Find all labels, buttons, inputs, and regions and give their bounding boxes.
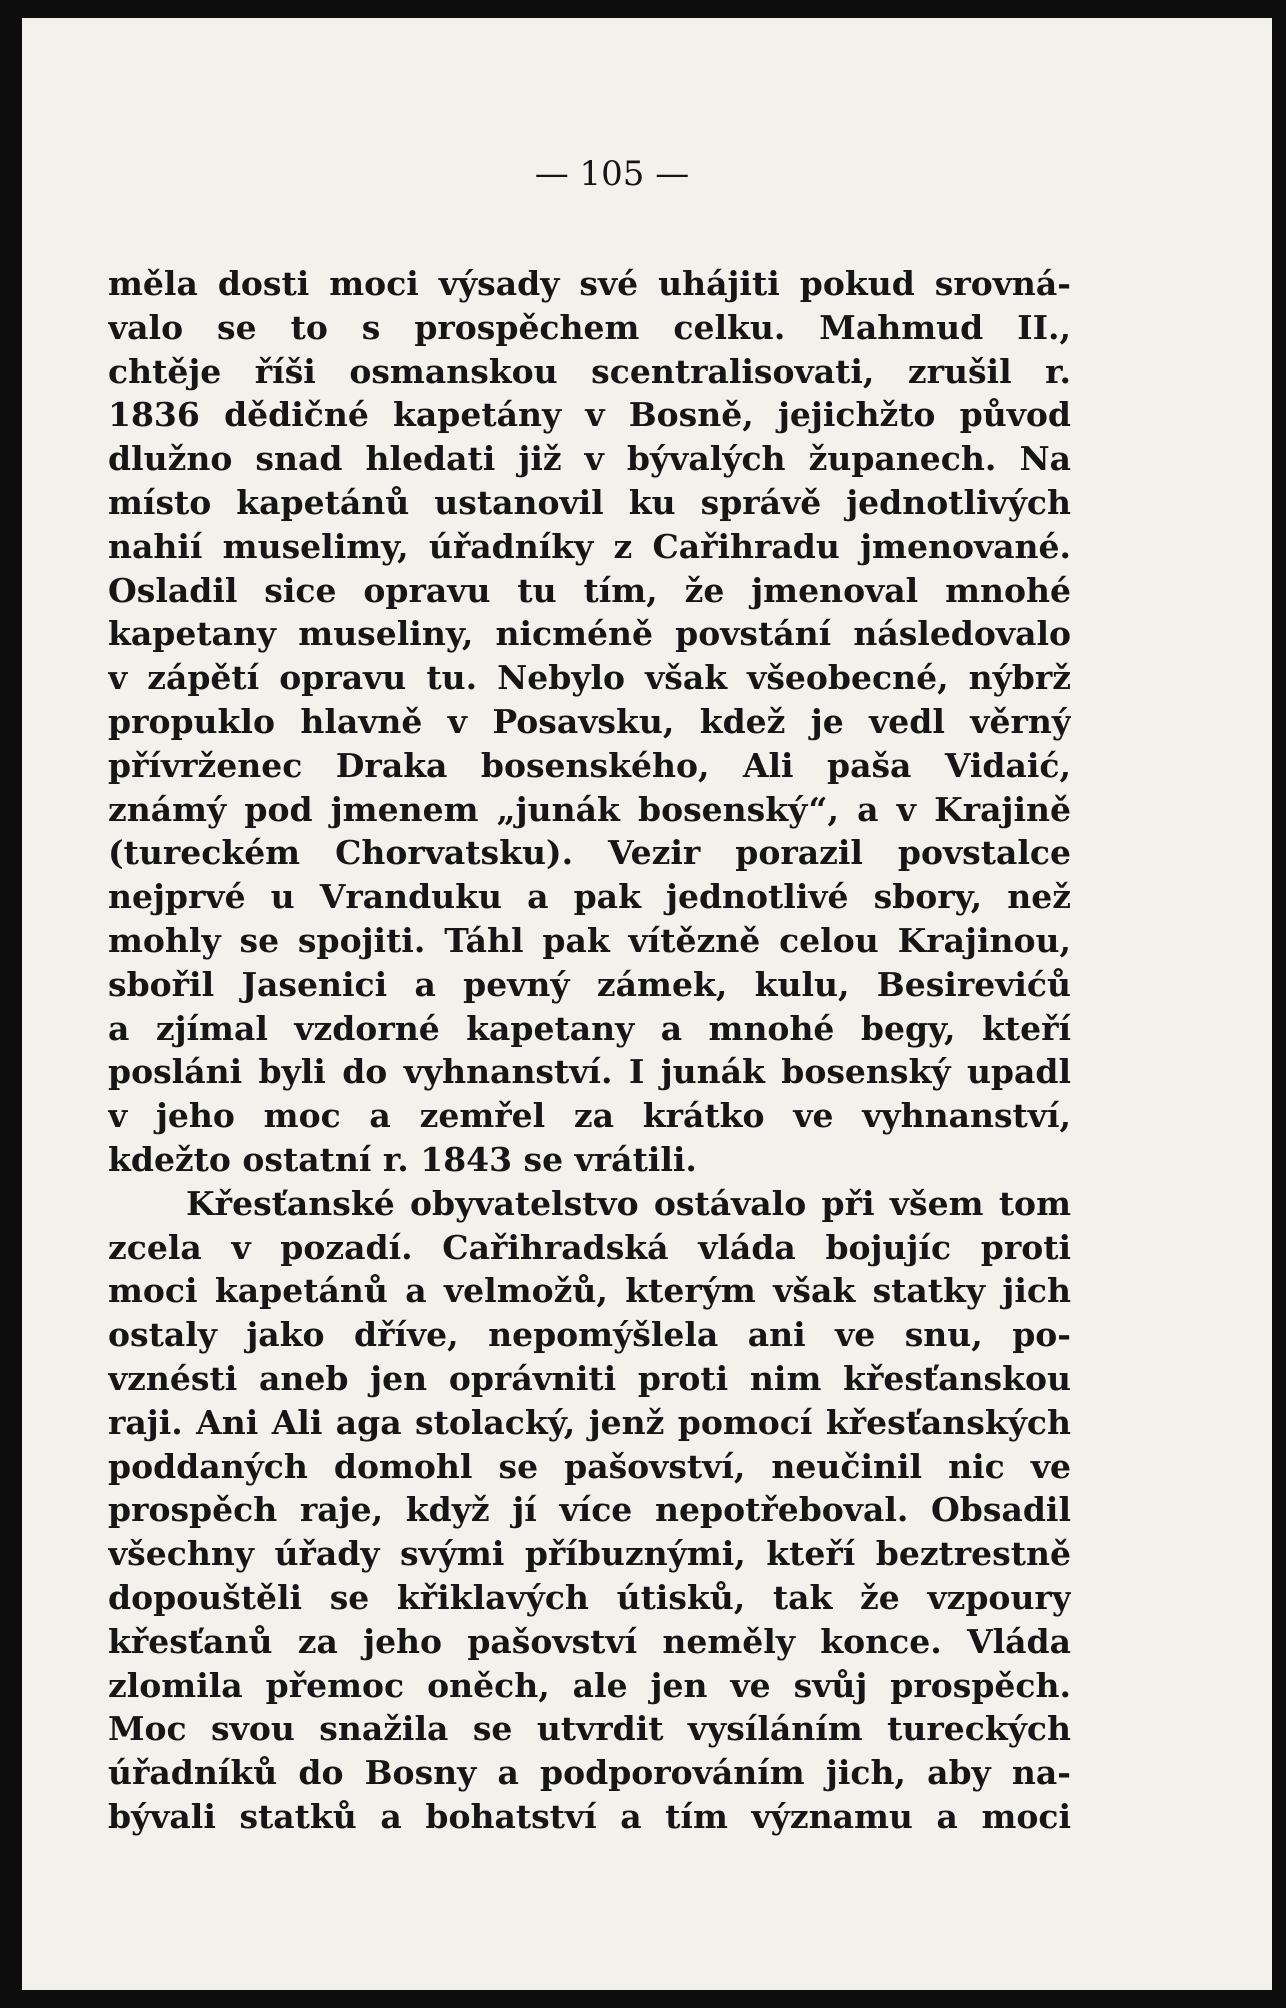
text-line: Osladil sice opravu tu tím, že jmenoval mnohé: [108, 570, 1071, 610]
text-line: nahií muselimy, úřadníky z Cařihradu jmenované.: [108, 526, 1071, 566]
text-line: (tureckém Chorvatsku). Vezir porazil povstalce: [108, 833, 1071, 873]
text-line: v jeho moc a zemřel za krátko ve vyhnanství,: [108, 1096, 1071, 1136]
text-line: prospěch raje, když jí více nepotřeboval. Obsadil: [108, 1490, 1071, 1530]
text-line: bývali statků a bohatství a tím významu a moci: [108, 1796, 1071, 1836]
book-page: [22, 18, 1272, 1990]
text-line: valo se to s prospěchem celku. Mahmud II.,: [108, 307, 1071, 347]
text-line: zcela v pozadí. Cařihradská vláda bojujíc proti: [108, 1227, 1071, 1267]
paragraph: [108, 1182, 1071, 1839]
text-line: sbořil Jasenici a pevný zámek, kulu, Besirevićů: [108, 964, 1071, 1004]
text-line: a zjímal vzdorné kapetany a mnohé begy, kteří: [108, 1008, 1071, 1048]
text-line: měla dosti moci výsady své uhájiti pokud srovná-: [108, 264, 1071, 303]
body-text: [108, 262, 1071, 1839]
paragraph: [108, 262, 1071, 1182]
text-line: místo kapetánů ustanovil ku správě jednotlivých: [108, 482, 1071, 522]
text-line: ostaly jako dříve, nepomýšlela ani ve snu, po-: [108, 1315, 1071, 1355]
text-line: propuklo hlavně v Posavsku, kdež je vedl věrný: [108, 701, 1071, 741]
text-line: posláni byli do vyhnanství. I junák bosenský upadl: [108, 1052, 1071, 1092]
text-line: Křesťanské obyvatelstvo ostávalo při všem tom: [186, 1183, 1071, 1223]
page-number: — 105 —: [534, 154, 690, 194]
text-line: úřadníků do Bosny a podporováním jich, aby na-: [108, 1753, 1071, 1793]
text-line: známý pod jmenem „junák bosenský“, a v Krajině: [108, 789, 1071, 829]
text-line: 1836 dědičné kapetány v Bosně, jejichžto původ: [108, 395, 1071, 435]
text-line: zlomila přemoc oněch, ale jen ve svůj prospěch.: [108, 1665, 1071, 1705]
text-line: kdežto ostatní r. 1843 se vrátili.: [108, 1139, 697, 1179]
text-line: vznésti aneb jen oprávniti proti nim křesťanskou: [108, 1358, 1071, 1398]
text-line: přívrženec Draka bosenského, Ali paša Vidaić,: [108, 745, 1071, 785]
text-line: moci kapetánů a velmožů, kterým však statky jich: [108, 1271, 1071, 1311]
text-line: křesťanů za jeho pašovství neměly konce. Vláda: [108, 1621, 1071, 1661]
text-line: dopouštěli se křiklavých útisků, tak že vzpoury: [108, 1577, 1071, 1617]
text-line: všechny úřady svými příbuznými, kteří beztrestně: [108, 1534, 1071, 1574]
text-line: Moc svou snažila se utvrdit vysíláním tureckých: [108, 1709, 1071, 1749]
text-line: nejprvé u Vranduku a pak jednotlivé sbory, než: [108, 877, 1071, 917]
text-line: raji. Ani Ali aga stolacký, jenž pomocí křesťanských: [108, 1402, 1071, 1442]
text-line: v zápětí opravu tu. Nebylo však všeobecné, nýbrž: [108, 658, 1071, 698]
text-line: kapetany museliny, nicméně povstání následovalo: [108, 614, 1071, 654]
text-line: poddaných domohl se pašovství, neučinil nic ve: [108, 1446, 1071, 1486]
text-line: dlužno snad hledati již v bývalých županech. Na: [108, 439, 1071, 479]
text-line: chtěje říši osmanskou scentralisovati, zrušil r.: [108, 351, 1071, 391]
text-line: mohly se spojiti. Táhl pak vítězně celou Krajinou,: [108, 920, 1071, 960]
